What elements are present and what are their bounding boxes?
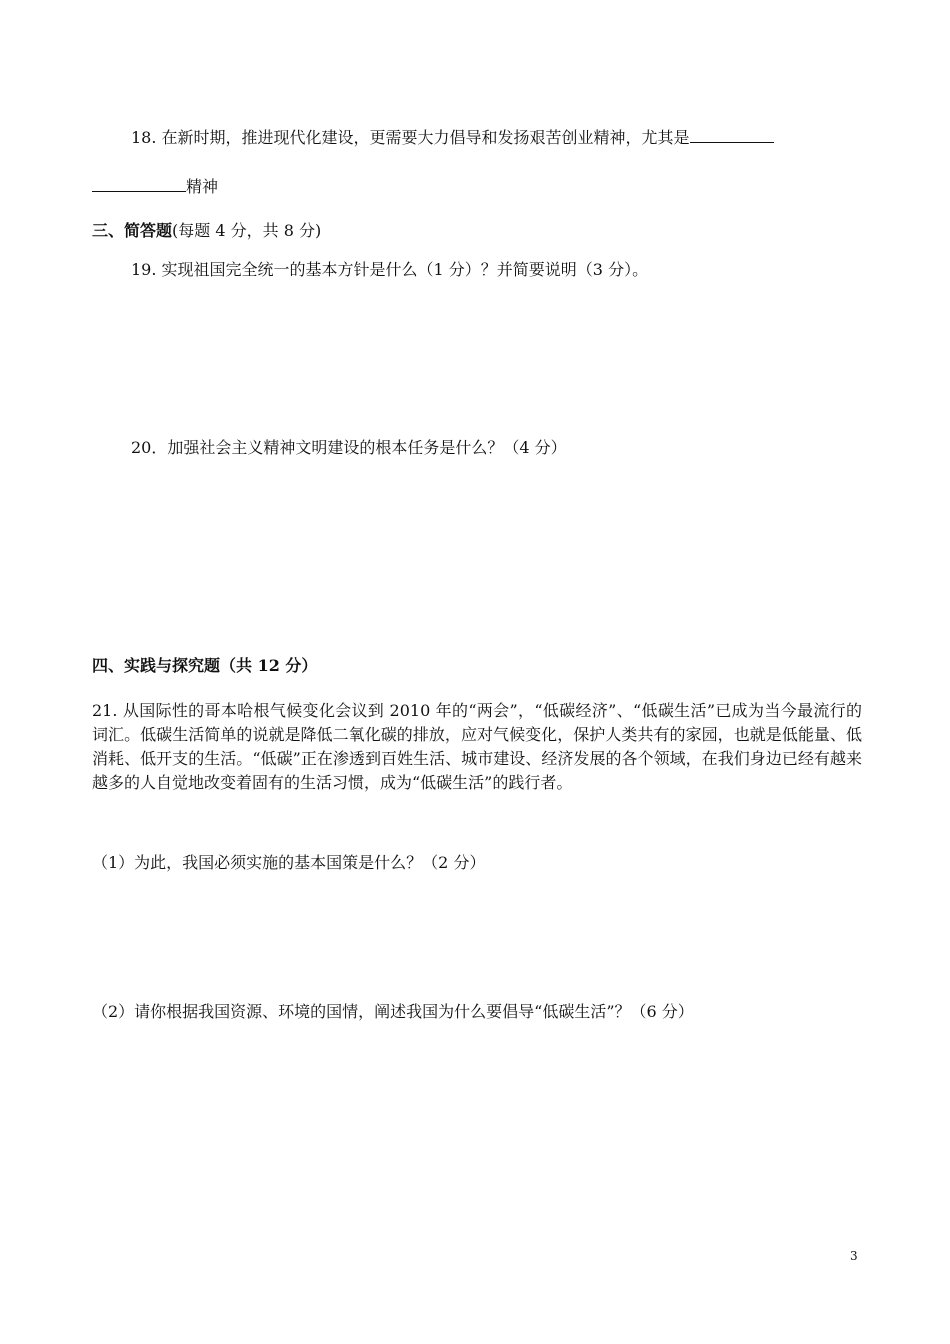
section-3-title: 三、简答题 — [92, 221, 173, 240]
question-21-part-1: （1）为此，我国必须实施的基本国策是什么？（2 分） — [92, 853, 486, 872]
question-20: 20．加强社会主义精神文明建设的根本任务是什么？（4 分） — [131, 438, 567, 457]
answer-blank-2[interactable] — [92, 175, 186, 192]
section-4-heading: 四、实践与探究题（共 12 分） — [92, 656, 318, 675]
question-19: 19. 实现祖国完全统一的基本方针是什么（1 分）？并简要说明（3 分）。 — [131, 260, 649, 279]
question-18-text: 18. 在新时期，推进现代化建设，更需要大力倡导和发扬艰苦创业精神，尤其是 — [131, 128, 690, 147]
section-3-heading — [92, 219, 321, 243]
section-3-note: (每题 4 分，共 8 分) — [172, 221, 322, 240]
question-18-continuation — [92, 175, 218, 199]
question-18-tail: 精神 — [186, 177, 219, 196]
question-21-passage: 21. 从国际性的哥本哈根气候变化会议到 2010 年的“两会”，“低碳经济”、“低碳生活”已成为当今最流行的词汇。低碳生活简单的说就是降低二氧化碳的排放，应对气候变化，保护人类共有的家园，也就是低能量、低消耗、低开支的生活。“低碳”正在渗透到百姓生活、城市建设、经济发展的各个领域，在我们身边已经有越来越多的人自觉地改变着固有的生活习惯，成为“低碳生活”的践行者。 — [92, 701, 862, 792]
page-number: 3 — [850, 1249, 858, 1263]
question-21-part-2: （2）请你根据我国资源、环境的国情，阐述我国为什么要倡导“低碳生活”？（6 分） — [92, 1002, 694, 1021]
question-18 — [131, 126, 774, 150]
answer-blank-1[interactable] — [690, 126, 774, 143]
